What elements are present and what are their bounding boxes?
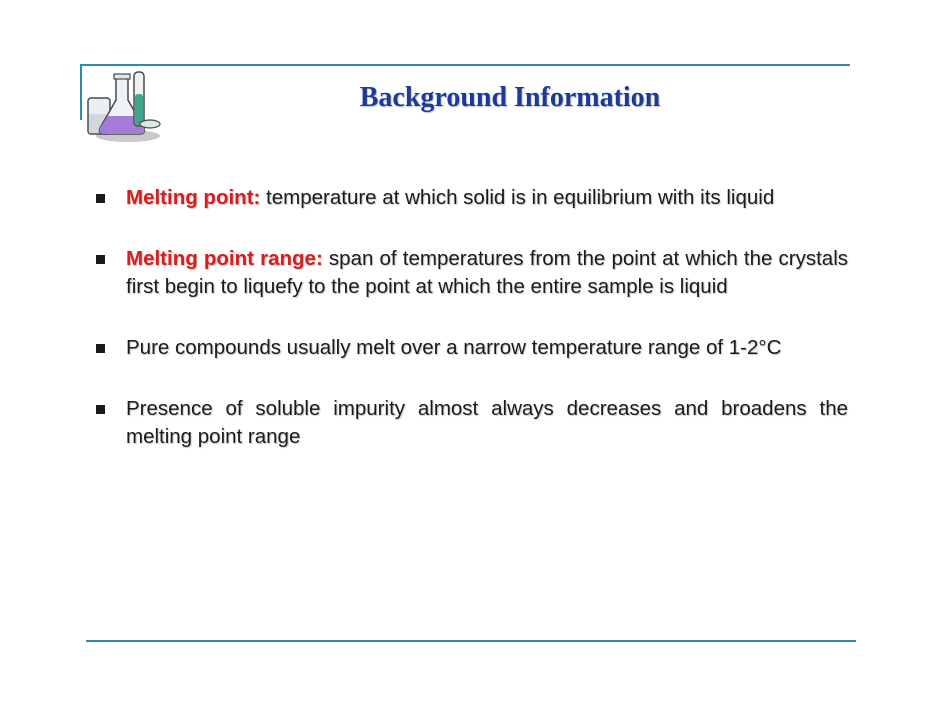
bullet-item: [96, 395, 848, 451]
bullet-term: Melting point range:: [126, 247, 323, 270]
bullet-text: temperature at which solid is in equilibrium with its liquid: [260, 186, 775, 209]
left-divider: [80, 64, 82, 120]
bullet-item: [96, 184, 848, 212]
bottom-divider: [86, 640, 856, 642]
bullet-item: [96, 334, 848, 362]
slide-title: Background Information: [359, 82, 661, 113]
bullet-item: [96, 245, 848, 301]
bullet-list: [96, 184, 848, 482]
square-bullet-icon: [96, 344, 105, 353]
square-bullet-icon: [96, 405, 105, 414]
square-bullet-icon: [96, 255, 105, 264]
bullet-text: span of temperatures from the point at which the crystals first begin to liquefy to the point at which the entire sample is liquid: [126, 247, 849, 298]
bullet-term: Melting point:: [126, 186, 261, 209]
top-divider: [80, 64, 850, 66]
bullet-text: Presence of soluble impurity almost always decreases and broadens the melting point range: [126, 397, 848, 448]
lab-glassware-icon: [84, 70, 162, 146]
bullet-text: Pure compounds usually melt over a narrow temperature range of 1-2°C: [126, 336, 782, 359]
square-bullet-icon: [96, 194, 105, 203]
